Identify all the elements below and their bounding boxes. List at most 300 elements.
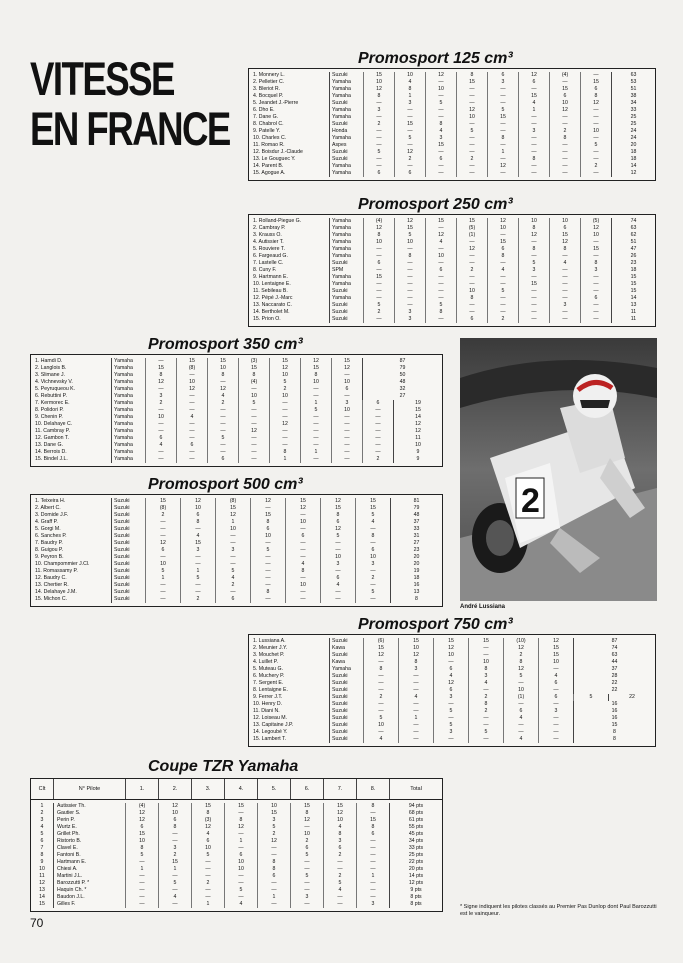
total-points: 55 pts [389, 824, 442, 831]
table-row [31, 838, 442, 845]
rider-name: 4. Vichnevsky V. [35, 379, 73, 385]
race-points: 3 [257, 817, 290, 824]
race-points: — [518, 135, 549, 142]
race-points: 4 [503, 736, 538, 743]
race-points: 5 [468, 729, 503, 736]
table-row [31, 533, 442, 540]
race-points: — [518, 114, 549, 121]
motorcycle-make: Suzuki [111, 526, 145, 533]
race-points: — [538, 701, 573, 708]
rider-name: Chiesi A. [53, 866, 125, 873]
race-points: 6 [180, 512, 215, 519]
race-points: 12 [320, 498, 355, 505]
total-points: 74 [573, 645, 655, 652]
race-points: — [456, 149, 487, 156]
table-row [249, 309, 655, 316]
race-points: 12 [207, 386, 238, 393]
race-points: 15 [207, 358, 238, 365]
race-points: 5 [487, 107, 518, 114]
motorcycle-make: Suzuki [111, 519, 145, 526]
race-points: 6 [363, 260, 394, 267]
rider-name: 12. Gambon T. [35, 435, 69, 441]
motorcycle-racer-image [460, 338, 657, 601]
race-photo [460, 338, 657, 601]
table-row [31, 596, 442, 603]
total-points: 10 [393, 442, 442, 449]
race-points: — [145, 358, 176, 365]
race-points: 8 [468, 666, 503, 673]
race-points: 2 [158, 852, 191, 859]
table-row [249, 135, 655, 142]
total-points: 63 [573, 652, 655, 659]
race-points: 2 [394, 156, 425, 163]
race-points: — [290, 859, 323, 866]
rider-name: 6. Dho E. [253, 107, 275, 113]
rider-name: 1. Monnery L. [253, 72, 285, 78]
race-points: — [394, 281, 425, 288]
race-points: — [363, 163, 394, 170]
race-points: 12 [331, 365, 362, 372]
motorcycle-make: Yamaha [111, 435, 145, 442]
race-points: 5 [257, 824, 290, 831]
race-points: 12 [503, 666, 538, 673]
rider-name: 11. Cambray P. [35, 428, 70, 434]
race-points: 6 [125, 824, 158, 831]
tzr-column-header: 6. [290, 779, 323, 799]
total-points: 34 [611, 100, 655, 107]
race-points: 10 [176, 379, 207, 386]
motorcycle-make: Yamaha [111, 414, 145, 421]
race-points: — [363, 316, 394, 323]
race-points: — [518, 86, 549, 93]
race-points: — [363, 729, 398, 736]
race-points: 3 [580, 267, 611, 274]
motorcycle-make: Kawa [329, 659, 363, 666]
rider-name: 15. Prion O. [253, 316, 281, 322]
race-points: 4 [503, 715, 538, 722]
race-points: 2 [468, 708, 503, 715]
race-points: 12 [518, 232, 549, 239]
motorcycle-make: Yamaha [329, 281, 363, 288]
race-points: (4) [238, 379, 269, 386]
race-points: — [456, 309, 487, 316]
race-points: — [145, 596, 180, 603]
rider-name: 15. Michon C. [35, 596, 68, 602]
race-points: 8 [363, 232, 394, 239]
rider-name: 1. Teixeira H. [35, 498, 66, 504]
rank: 12 [39, 880, 45, 886]
motorcycle-make: Yamaha [111, 365, 145, 372]
race-points: 2 [363, 121, 394, 128]
table-row [249, 652, 655, 659]
race-points: — [468, 736, 503, 743]
race-points: 10 [158, 810, 191, 817]
race-points: — [487, 142, 518, 149]
total-points: 63 [611, 72, 655, 79]
race-points: 8 [158, 824, 191, 831]
race-points: 8 [145, 372, 176, 379]
race-points: 15 [215, 505, 250, 512]
rider-name: 3. Domide J.F. [35, 512, 69, 518]
race-points: — [394, 128, 425, 135]
race-points: — [285, 512, 320, 519]
race-points: — [487, 232, 518, 239]
race-points: 6 [433, 666, 468, 673]
total-points: 8 pts [389, 901, 442, 908]
race-points: 6 [176, 442, 207, 449]
race-points: — [355, 526, 390, 533]
race-points: 2 [145, 512, 180, 519]
table-row [31, 519, 442, 526]
tzr-column-header: 5. [257, 779, 290, 799]
table-row [31, 379, 442, 386]
table-row [249, 107, 655, 114]
race-points: — [215, 589, 250, 596]
race-points: 12 [300, 358, 331, 365]
race-points: 12 [433, 680, 468, 687]
race-points: — [362, 442, 393, 449]
race-points: — [456, 135, 487, 142]
race-points: — [300, 456, 331, 463]
race-points: 6 [207, 456, 238, 463]
race-points: — [487, 260, 518, 267]
race-points: — [238, 449, 269, 456]
race-points: — [580, 135, 611, 142]
race-points: 1 [158, 866, 191, 873]
table-row [31, 442, 442, 449]
race-points: — [145, 589, 180, 596]
table-row [31, 456, 442, 463]
rider-name: 10. Charles C. [253, 135, 287, 141]
race-points: 12 [518, 72, 549, 79]
race-points: 8 [355, 533, 390, 540]
race-points: — [456, 163, 487, 170]
motorcycle-make: SPM [329, 267, 363, 274]
race-points: 1 [191, 901, 224, 908]
motorcycle-make: Suzuki [329, 652, 363, 659]
race-points: 8 [487, 253, 518, 260]
race-points: 3 [394, 100, 425, 107]
race-points: — [398, 687, 433, 694]
motorcycle-make: Suzuki [329, 715, 363, 722]
race-points: 6 [538, 694, 573, 701]
race-points: 6 [257, 873, 290, 880]
race-points: — [394, 288, 425, 295]
race-points: (10) [503, 638, 538, 645]
race-points: — [250, 582, 285, 589]
race-points: — [425, 93, 456, 100]
total-points: 12 [393, 421, 442, 428]
tzr-column-header: Clt [38, 786, 46, 792]
race-points: — [394, 295, 425, 302]
race-points: (8) [215, 498, 250, 505]
race-points: 10 [425, 253, 456, 260]
table-row [31, 803, 442, 810]
race-points: — [425, 281, 456, 288]
race-points: — [250, 554, 285, 561]
tzr-column-header: Total [389, 779, 442, 799]
race-points: 3 [180, 547, 215, 554]
table-row [249, 659, 655, 666]
rider-name: 6. Muchery P. [253, 673, 285, 679]
race-points: 12 [456, 246, 487, 253]
race-points: 5 [363, 715, 398, 722]
total-points: 16 [573, 715, 655, 722]
race-points: 8 [580, 260, 611, 267]
race-points: 8 [503, 659, 538, 666]
rider-name: 5. Jeandet J.-Pierre [253, 100, 299, 106]
race-points: 10 [518, 218, 549, 225]
race-points: — [331, 435, 362, 442]
race-points: 15 [580, 79, 611, 86]
table-row [31, 824, 442, 831]
race-points: — [549, 253, 580, 260]
rider-name: 6. Sanches P. [35, 533, 67, 539]
table-row [249, 638, 655, 645]
race-points: 1 [257, 894, 290, 901]
footnote: * Signe indiquent les pilotes classés au Premier Pas Dunlop dont Paul Barozzutti est le vainqueur. [460, 904, 657, 917]
total-points: 9 [393, 456, 442, 463]
race-points: 10 [331, 407, 362, 414]
race-points: 12 [323, 810, 356, 817]
race-points: 12 [158, 803, 191, 810]
page-number: 70 [30, 916, 44, 930]
race-points: 8 [468, 701, 503, 708]
motorcycle-make: Yamaha [111, 379, 145, 386]
race-points: 15 [487, 114, 518, 121]
race-points: 15 [487, 239, 518, 246]
motorcycle-make: Suzuki [329, 309, 363, 316]
race-points: 2 [269, 386, 300, 393]
race-points: 5 [323, 880, 356, 887]
table-row [249, 708, 655, 715]
race-points: — [580, 302, 611, 309]
race-points: — [224, 810, 257, 817]
race-points: — [580, 239, 611, 246]
total-points: 20 [611, 142, 655, 149]
rider-name: 4. Graff P. [35, 519, 58, 525]
rider-name: 9. Patelle Y. [253, 128, 281, 134]
race-points: 10 [180, 505, 215, 512]
race-points: 10 [363, 79, 394, 86]
motorcycle-make: Yamaha [111, 407, 145, 414]
race-points: — [425, 79, 456, 86]
race-points: 4 [158, 894, 191, 901]
race-points: 8 [125, 845, 158, 852]
table-row [249, 86, 655, 93]
race-points: 4 [145, 442, 176, 449]
race-points: 5 [394, 232, 425, 239]
race-points: 2 [487, 316, 518, 323]
race-points: — [145, 582, 180, 589]
race-points: — [394, 274, 425, 281]
race-points: — [425, 114, 456, 121]
rider-name: 10. Delahaye C. [35, 421, 73, 427]
race-points: 8 [269, 449, 300, 456]
race-points: — [207, 449, 238, 456]
race-points: 10 [456, 288, 487, 295]
race-points: — [285, 540, 320, 547]
table-body [31, 355, 442, 466]
table-row [31, 859, 442, 866]
race-points: 6 [538, 680, 573, 687]
race-points: — [363, 128, 394, 135]
race-points: 6 [323, 845, 356, 852]
table-body [249, 69, 655, 180]
race-points: — [145, 407, 176, 414]
race-points: 3 [549, 302, 580, 309]
race-points: — [176, 400, 207, 407]
race-points: — [176, 393, 207, 400]
rider-name: 2. Pelletier C. [253, 79, 285, 85]
race-points: — [300, 393, 331, 400]
total-points: 87 [362, 358, 442, 365]
race-points: 5 [580, 142, 611, 149]
motorcycle-make: Suzuki [111, 554, 145, 561]
race-points: 8 [207, 372, 238, 379]
race-points: 6 [487, 246, 518, 253]
race-points: — [363, 267, 394, 274]
total-points: 25 [611, 121, 655, 128]
motorcycle-make: Suzuki [111, 505, 145, 512]
race-points: — [394, 267, 425, 274]
race-points: 12 [580, 225, 611, 232]
total-points: 20 pts [389, 866, 442, 873]
race-points: — [580, 288, 611, 295]
race-points: — [290, 887, 323, 894]
tzr-column-header: 3. [191, 779, 224, 799]
motorcycle-make: Suzuki [329, 72, 363, 79]
race-points: 10 [355, 554, 390, 561]
race-points: (8) [145, 505, 180, 512]
race-points: 15 [191, 803, 224, 810]
total-points: 23 [611, 260, 655, 267]
rider-name: 3. Mouchet P. [253, 652, 285, 658]
total-points: 8 [390, 596, 442, 603]
race-points: 15 [549, 86, 580, 93]
race-points: — [158, 887, 191, 894]
race-points: — [518, 274, 549, 281]
race-points: — [456, 121, 487, 128]
race-points: — [250, 540, 285, 547]
race-points: 10 [257, 803, 290, 810]
race-points: 6 [224, 852, 257, 859]
rider-name: 15. Agogue A. [253, 170, 286, 176]
table-row [249, 302, 655, 309]
table-row [31, 561, 442, 568]
race-points: 15 [394, 121, 425, 128]
section-title-500: Promosport 500 cm³ [148, 476, 303, 493]
table-row [31, 582, 442, 589]
race-points: 8 [180, 519, 215, 526]
total-points: 22 [608, 694, 655, 701]
race-points: — [355, 540, 390, 547]
race-points: 4 [363, 736, 398, 743]
race-points: — [145, 554, 180, 561]
race-points: — [356, 845, 389, 852]
race-points: — [145, 526, 180, 533]
race-points: — [580, 72, 611, 79]
race-points: — [518, 295, 549, 302]
race-points: 15 [549, 232, 580, 239]
race-points: 1 [356, 873, 389, 880]
race-points: 15 [238, 365, 269, 372]
rider-name: 15. Bindel J.L. [35, 456, 68, 462]
race-points: — [580, 156, 611, 163]
motorcycle-make: Yamaha [329, 239, 363, 246]
race-points: — [363, 680, 398, 687]
race-points: — [238, 421, 269, 428]
table-row [249, 239, 655, 246]
motorcycle-make: Kawa [329, 645, 363, 652]
race-points: 10 [300, 379, 331, 386]
race-points: — [538, 729, 573, 736]
race-points: — [125, 873, 158, 880]
race-points: 4 [518, 100, 549, 107]
race-points: — [425, 288, 456, 295]
race-points: — [549, 114, 580, 121]
table-row [31, 554, 442, 561]
race-points: — [207, 379, 238, 386]
race-points: 12 [363, 225, 394, 232]
table-row [249, 288, 655, 295]
race-points: 5 [158, 880, 191, 887]
race-points: 10 [456, 114, 487, 121]
rank: 15 [39, 901, 45, 907]
race-points: 10 [398, 645, 433, 652]
table-row [249, 128, 655, 135]
race-points: 6 [362, 400, 393, 407]
race-points: 12 [456, 107, 487, 114]
race-points: 5 [250, 547, 285, 554]
rider-name: Baudon J.L. [53, 894, 125, 901]
race-points: 3 [487, 79, 518, 86]
motorcycle-make: Yamaha [111, 428, 145, 435]
race-points: 12 [145, 540, 180, 547]
race-points: — [538, 722, 573, 729]
race-points: 15 [125, 831, 158, 838]
race-points: — [356, 880, 389, 887]
race-points: 10 [320, 554, 355, 561]
total-points: 47 [611, 246, 655, 253]
total-points: 15 [393, 407, 442, 414]
race-points: 8 [250, 519, 285, 526]
rider-name: 9. Chenin P. [35, 414, 63, 420]
motorcycle-make: Yamaha [329, 274, 363, 281]
race-points: (1) [503, 694, 538, 701]
race-points: 5 [363, 302, 394, 309]
race-points: 15 [518, 93, 549, 100]
race-points: (5) [456, 225, 487, 232]
rider-name: Gautier S. [53, 810, 125, 817]
race-points: 4 [355, 519, 390, 526]
table-row [31, 589, 442, 596]
motorcycle-make: Yamaha [111, 358, 145, 365]
table-row [249, 218, 655, 225]
race-points: — [300, 435, 331, 442]
race-points: — [394, 302, 425, 309]
race-points: 8 [191, 810, 224, 817]
race-points: — [362, 435, 393, 442]
race-points: — [456, 170, 487, 177]
race-points: 2 [191, 880, 224, 887]
motorcycle-make: Suzuki [329, 680, 363, 687]
motorcycle-make: Yamaha [329, 246, 363, 253]
race-points: 15 [224, 803, 257, 810]
tzr-column-header: 2. [158, 779, 191, 799]
race-points: 6 [290, 845, 323, 852]
race-points: — [145, 386, 176, 393]
